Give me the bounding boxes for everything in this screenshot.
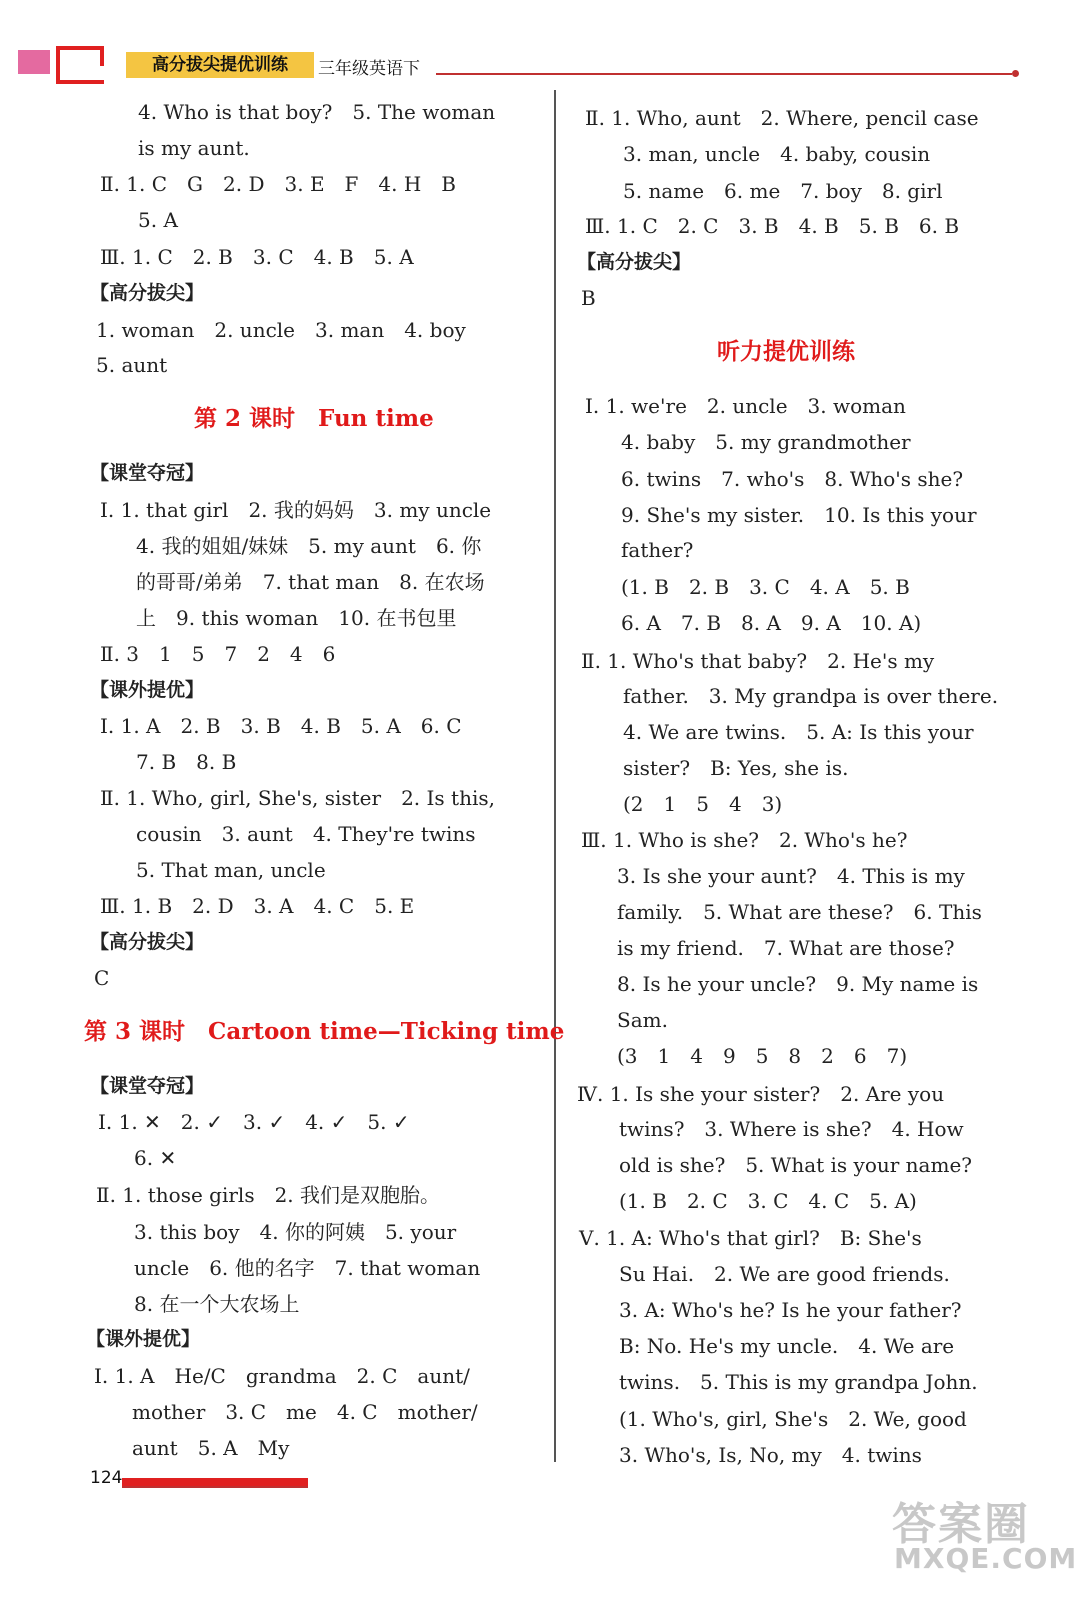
header-rule-dot xyxy=(1012,70,1019,77)
answer-line: Ⅰ. 1. that girl 2. 我的妈妈 3. my uncle xyxy=(100,498,492,522)
answer-line: 3. this boy 4. 你的阿姨 5. your xyxy=(134,1220,457,1244)
footer-rule xyxy=(122,1486,308,1488)
answer-line: 7. B 8. B xyxy=(136,750,237,774)
watermark-url: MXQE.COM xyxy=(894,1542,1078,1575)
answer-line: 上 9. this woman 10. 在书包里 xyxy=(136,606,457,630)
answer-line: mother 3. C me 4. C mother/ xyxy=(132,1400,478,1424)
answer-line: cousin 3. aunt 4. They're twins xyxy=(136,822,476,846)
answer-line: Ⅱ. 1. Who, girl, She's, sister 2. Is this, xyxy=(100,786,495,810)
answer-line: Ⅱ. 1. Who's that baby? 2. He's my xyxy=(581,649,935,673)
lesson-title: 第 3 课时 Cartoon time—Ticking time xyxy=(84,1018,565,1045)
watermark-text: 答案圈 xyxy=(892,1499,1030,1550)
answer-line: 6. A 7. B 8. A 9. A 10. A) xyxy=(621,611,922,635)
answer-line: old is she? 5. What is your name? xyxy=(619,1153,972,1177)
answer-line: 3. Who's, Is, No, my 4. twins xyxy=(619,1443,922,1467)
answer-line: is my friend. 7. What are those? xyxy=(617,936,955,960)
answer-line: Ⅲ. 1. Who is she? 2. Who's he? xyxy=(581,828,908,852)
answer-line: 5. That man, uncle xyxy=(136,858,326,882)
page-header xyxy=(18,44,1018,84)
answer-line: 的哥哥/弟弟 7. that man 8. 在农场 xyxy=(136,570,485,594)
answer-line: Ⅰ. 1. A He/C grandma 2. C aunt/ xyxy=(94,1364,470,1388)
answer-line: Ⅲ. 1. C 2. B 3. C 4. B 5. A xyxy=(100,245,414,269)
series-title: 高分拔尖提优训练 xyxy=(126,52,314,78)
answer-line: sister? B: Yes, she is. xyxy=(623,756,849,780)
answer-line: 3. man, uncle 4. baby, cousin xyxy=(623,142,931,166)
answer-line: uncle 6. 他的名字 7. that woman xyxy=(134,1256,481,1280)
answer-line: 6. ✕ xyxy=(134,1146,177,1170)
answer-line: 4. Who is that boy? 5. The woman xyxy=(138,100,496,124)
answer-line: 8. Is he your uncle? 9. My name is xyxy=(617,972,979,996)
grade-subject: 三年级英语下 xyxy=(318,59,420,79)
answer-line: (3 1 4 9 5 8 2 6 7) xyxy=(617,1044,908,1068)
answer-line: 3. Is she your aunt? 4. This is my xyxy=(617,864,965,888)
answer-line: Ⅰ. 1. A 2. B 3. B 4. B 5. A 6. C xyxy=(100,714,462,738)
answer-line: aunt 5. A My xyxy=(132,1436,290,1460)
answer-line: 3. A: Who's he? Is he your father? xyxy=(619,1298,962,1322)
answer-line: father? xyxy=(621,538,694,562)
page-number: 124 xyxy=(90,1468,123,1488)
answer-line: Ⅳ. 1. Is she your sister? 2. Are you xyxy=(577,1082,945,1106)
answer-line: B xyxy=(581,286,596,310)
section-heading: 【课堂夺冠】 xyxy=(90,462,205,484)
section-heading: 【高分拔尖】 xyxy=(577,251,692,273)
answer-line: (1. B 2. B 3. C 4. A 5. B xyxy=(621,575,910,599)
answer-line: 5. A xyxy=(138,208,178,232)
answer-line: is my aunt. xyxy=(138,136,250,160)
answer-line: (2 1 5 4 3) xyxy=(623,792,783,816)
header-pink-block xyxy=(18,50,50,74)
answer-line: Ⅰ. 1. we're 2. uncle 3. woman xyxy=(585,394,906,418)
answer-line: Ⅱ. 3 1 5 7 2 4 6 xyxy=(100,642,336,666)
section-heading: 【课外提优】 xyxy=(90,679,205,701)
header-bracket-corner xyxy=(78,46,104,66)
answer-line: 6. twins 7. who's 8. Who's she? xyxy=(621,467,964,491)
answer-line: Ⅱ. 1. C G 2. D 3. E F 4. H B xyxy=(100,172,456,196)
answer-line: Ⅲ. 1. C 2. C 3. B 4. B 5. B 6. B xyxy=(585,214,960,238)
answer-line: 1. woman 2. uncle 3. man 4. boy xyxy=(96,318,466,342)
answer-line: 5. name 6. me 7. boy 8. girl xyxy=(623,179,943,203)
answer-line: father. 3. My grandpa is over there. xyxy=(623,684,999,708)
answer-line: C xyxy=(94,966,110,990)
section-heading: 【高分拔尖】 xyxy=(90,282,205,304)
answer-line: B: No. He's my uncle. 4. We are xyxy=(619,1334,955,1358)
answer-line: Ⅱ. 1. Who, aunt 2. Where, pencil case xyxy=(585,106,979,130)
answer-line: 8. 在一个大农场上 xyxy=(134,1292,300,1316)
footer-bar xyxy=(122,1478,308,1486)
lesson-title: 第 2 课时 Fun time xyxy=(194,405,434,432)
answer-line: (1. Who's, girl, She's 2. We, good xyxy=(619,1407,967,1431)
answer-line: 5. aunt xyxy=(96,353,168,377)
answer-line: Ⅲ. 1. B 2. D 3. A 4. C 5. E xyxy=(100,894,415,918)
answer-line: Ⅰ. 1. ✕ 2. ✓ 3. ✓ 4. ✓ 5. ✓ xyxy=(98,1110,410,1134)
answer-line: 4. We are twins. 5. A: Is this your xyxy=(623,720,974,744)
answer-line: 9. She's my sister. 10. Is this your xyxy=(621,503,977,527)
column-divider xyxy=(554,90,556,1462)
answer-line: 4. 我的姐姐/妹妹 5. my aunt 6. 你 xyxy=(136,534,482,558)
answer-line: Ⅱ. 1. those girls 2. 我们是双胞胎。 xyxy=(96,1183,441,1207)
section-heading: 【课外提优】 xyxy=(86,1328,201,1350)
lesson-title: 听力提优训练 xyxy=(717,338,855,365)
answer-line: 4. baby 5. my grandmother xyxy=(621,430,911,454)
section-heading: 【课堂夺冠】 xyxy=(90,1075,205,1097)
answer-line: Ⅴ. 1. A: Who's that girl? B: She's xyxy=(579,1226,922,1250)
header-rule xyxy=(436,73,1012,75)
answer-line: Su Hai. 2. We are good friends. xyxy=(619,1262,950,1286)
section-heading: 【高分拔尖】 xyxy=(90,931,205,953)
watermark-logo xyxy=(892,1488,1078,1588)
answer-line: Sam. xyxy=(617,1008,668,1032)
answer-line: (1. B 2. C 3. C 4. C 5. A) xyxy=(619,1189,917,1213)
answer-line: family. 5. What are these? 6. This xyxy=(617,900,982,924)
answer-line: twins? 3. Where is she? 4. How xyxy=(619,1117,964,1141)
answer-line: twins. 5. This is my grandpa John. xyxy=(619,1370,978,1394)
